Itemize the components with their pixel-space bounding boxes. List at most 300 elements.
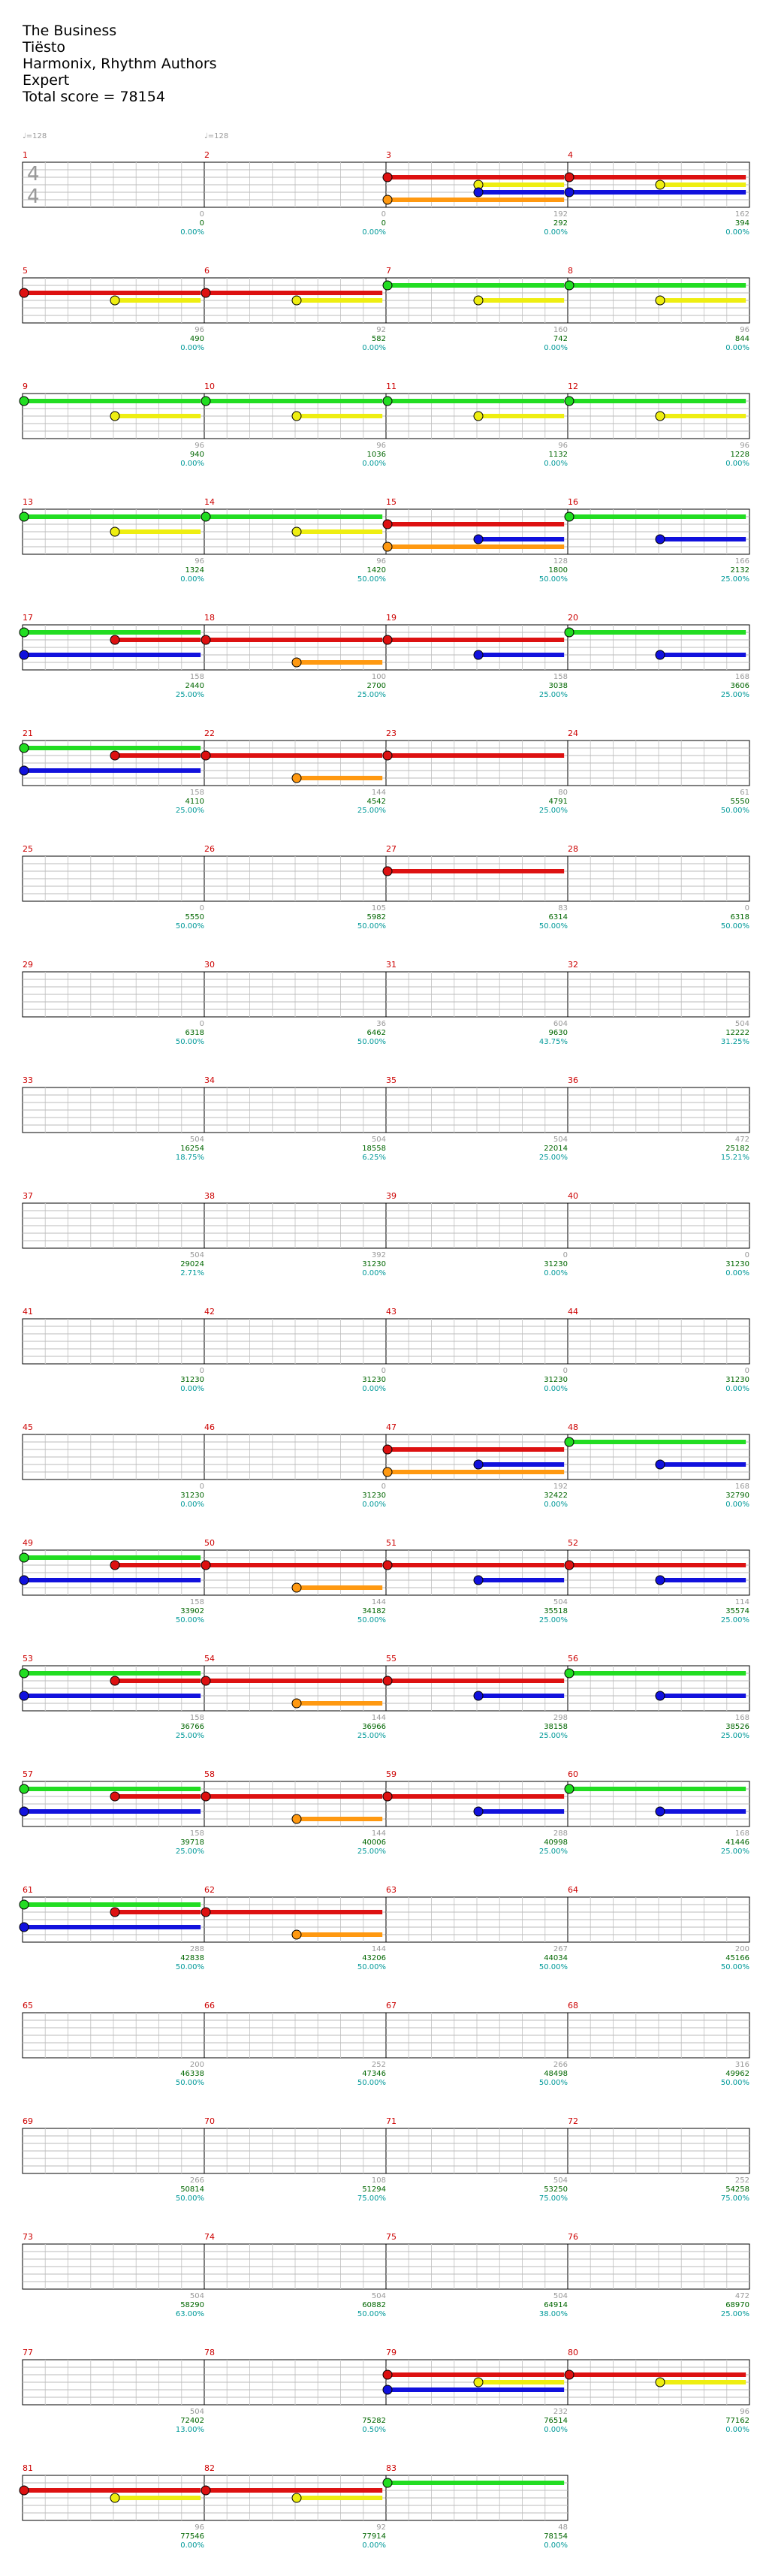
measure-points: 298 [553, 1714, 568, 1722]
measure-percent: 31.25% [720, 1038, 749, 1046]
note-head [565, 397, 574, 406]
measure [23, 2116, 204, 2203]
note-head [20, 1691, 29, 1700]
measure [20, 1769, 204, 1856]
measure [565, 382, 749, 468]
note-head [565, 1561, 574, 1570]
measure-points: 92 [376, 2523, 386, 2532]
measure [383, 728, 568, 815]
measure-number: 24 [568, 728, 578, 738]
note-head [201, 635, 210, 644]
note-head [20, 766, 29, 775]
total-score: Total score = 78154 [23, 89, 165, 105]
measure-points: 96 [740, 2408, 749, 2416]
measure-number: 39 [386, 1191, 397, 1201]
measure-score: 3606 [730, 682, 749, 690]
measure-percent: 0.00% [725, 460, 749, 468]
measure-points: 0 [744, 1251, 749, 1259]
measure-score: 53250 [544, 2185, 568, 2194]
measure-score: 3038 [548, 682, 568, 690]
measure-percent: 0.00% [725, 1385, 749, 1393]
measure-points: 0 [199, 1020, 204, 1028]
measure-percent: 50.00% [175, 922, 204, 931]
note-head [383, 2478, 392, 2487]
measure-number: 41 [23, 1307, 33, 1317]
measure-number: 42 [204, 1307, 215, 1317]
measure-percent: 0.00% [544, 1385, 568, 1393]
measure-score: 34182 [362, 1607, 386, 1615]
measure-score: 5550 [185, 913, 204, 922]
measure [386, 1307, 568, 1393]
measure-score: 47346 [362, 2070, 386, 2078]
note-head [201, 288, 210, 297]
measure-points: 100 [371, 673, 386, 681]
measure-number: 33 [23, 1075, 33, 1085]
measure [383, 382, 568, 468]
note-head [292, 658, 301, 667]
measure [383, 1538, 568, 1624]
measure-points: 144 [371, 1829, 386, 1838]
measure-score: 31230 [725, 1376, 749, 1384]
measure-number: 60 [568, 1769, 578, 1779]
measure [23, 2232, 204, 2318]
measure [565, 150, 749, 237]
measure-percent: 2.71% [180, 1269, 204, 1277]
note-head [201, 1676, 210, 1685]
measure [568, 2232, 749, 2318]
measure-number: 26 [204, 844, 215, 854]
measure-score: 18558 [362, 1145, 386, 1153]
measure-score: 742 [553, 335, 568, 343]
measure-points: 162 [734, 210, 749, 219]
measure [568, 960, 749, 1046]
measure-number: 77 [23, 2348, 33, 2357]
measure-percent: 38.00% [538, 2310, 568, 2318]
measure-number: 68 [568, 2001, 578, 2010]
measure-number: 78 [204, 2348, 215, 2357]
measure-percent: 50.00% [720, 922, 749, 931]
note-head [565, 1784, 574, 1793]
measure-number: 54 [204, 1654, 215, 1664]
measure-percent: 25.00% [538, 691, 568, 699]
measure-points: 168 [734, 673, 749, 681]
measure [383, 1422, 568, 1509]
measure-number: 12 [568, 382, 578, 391]
measure-points: 36 [376, 1020, 386, 1028]
measure-number: 3 [386, 150, 391, 160]
measure-number: 52 [568, 1538, 578, 1548]
measure-points: 316 [734, 2061, 749, 2069]
measure [565, 1654, 749, 1740]
measure-percent: 0.00% [180, 1501, 204, 1509]
measure-score: 33902 [180, 1607, 204, 1615]
measure [386, 1885, 568, 1971]
measure-percent: 50.00% [357, 2310, 386, 2318]
measure-score: 2440 [185, 682, 204, 690]
measure-percent: 63.00% [175, 2310, 204, 2318]
note-head [110, 412, 119, 421]
time-signature-numerator: 4 [27, 163, 40, 186]
measure-points: 472 [734, 1136, 749, 1144]
measure [201, 2463, 386, 2550]
measure-score: 582 [371, 335, 386, 343]
measure-score: 36966 [362, 1723, 386, 1731]
measure-number: 32 [568, 960, 578, 970]
measure-percent: 25.00% [720, 1848, 749, 1856]
measure-points: 0 [744, 1367, 749, 1375]
measure-percent: 0.00% [544, 1501, 568, 1509]
note-head [565, 512, 574, 521]
measure-percent: 13.00% [175, 2426, 204, 2434]
measure-percent: 0.00% [544, 228, 568, 237]
measure-percent: 50.00% [357, 2079, 386, 2087]
measure [201, 1769, 386, 1856]
measure-score: 6318 [730, 913, 749, 922]
measure [568, 1075, 749, 1162]
note-head [474, 412, 483, 421]
note-head [383, 173, 392, 182]
measure-percent: 50.00% [357, 1963, 386, 1971]
note-head [383, 1676, 392, 1685]
measure-points: 267 [553, 1945, 568, 1953]
measure-number: 19 [386, 613, 397, 623]
note-head [383, 542, 392, 551]
measure-points: 168 [734, 1483, 749, 1491]
measure-score: 35518 [544, 1607, 568, 1615]
measure-percent: 0.00% [362, 344, 386, 352]
measure-points: 192 [553, 1483, 568, 1491]
note-head [383, 281, 392, 290]
measure-score: 1324 [185, 566, 204, 575]
measure-points: 80 [558, 789, 568, 797]
measure-score: 39718 [180, 1838, 204, 1847]
measure-percent: 0.50% [362, 2426, 386, 2434]
measure-percent: 50.00% [720, 1963, 749, 1971]
measure-number: 14 [204, 497, 215, 507]
measure-number: 34 [204, 1075, 215, 1085]
measure-percent: 25.00% [357, 1732, 386, 1740]
note-head [292, 2493, 301, 2502]
measure-percent: 25.00% [538, 1732, 568, 1740]
measure-percent: 75.00% [357, 2194, 386, 2203]
measure-number: 53 [23, 1654, 33, 1664]
measure-points: 158 [189, 1598, 204, 1606]
note-head [201, 751, 210, 760]
note-head [20, 2486, 29, 2495]
note-head [383, 520, 392, 529]
measure-score: 68970 [725, 2301, 749, 2309]
measure-points: 504 [371, 1136, 386, 1144]
note-head [474, 1460, 483, 1469]
measure-score: 31230 [544, 1376, 568, 1384]
measure-number: 20 [568, 613, 578, 623]
measure-points: 288 [553, 1829, 568, 1838]
measure [204, 2116, 386, 2203]
measure [383, 2348, 568, 2434]
measure-number: 17 [23, 613, 33, 623]
measure-points: 0 [199, 904, 204, 912]
measure [386, 1075, 568, 1162]
measure-number: 80 [568, 2348, 578, 2357]
note-head [656, 650, 665, 659]
measure-score: 394 [734, 219, 749, 228]
note-head [110, 1908, 119, 1917]
measure-score: 31230 [362, 1492, 386, 1500]
note-head [292, 774, 301, 783]
measure-percent: 0.00% [362, 460, 386, 468]
measure-percent: 0.00% [725, 344, 749, 352]
measure [568, 2001, 749, 2087]
measure [20, 1538, 204, 1624]
measure [204, 1075, 386, 1162]
note-head [201, 1792, 210, 1801]
measure [565, 1769, 749, 1856]
measure-points: 504 [189, 2408, 204, 2416]
measure-number: 76 [568, 2232, 578, 2242]
measure-score: 44034 [544, 1954, 568, 1962]
measure-points: 144 [371, 1945, 386, 1953]
measure-score: 5982 [366, 913, 386, 922]
measure [383, 844, 568, 931]
song-charter: Harmonix, Rhythm Authors [23, 56, 217, 72]
measure-score: 64914 [544, 2301, 568, 2309]
measure-number: 62 [204, 1885, 215, 1895]
measure-points: 0 [381, 1483, 386, 1491]
measure-score: 43206 [362, 1954, 386, 1962]
measure-number: 49 [23, 1538, 33, 1548]
note-head [383, 751, 392, 760]
measure [201, 1654, 386, 1740]
measure-percent: 50.00% [175, 2194, 204, 2203]
note-head [292, 527, 301, 536]
measure-score: 58290 [180, 2301, 204, 2309]
measure-percent: 50.00% [357, 1616, 386, 1624]
measure [568, 844, 749, 931]
note-head [292, 412, 301, 421]
note-head [565, 281, 574, 290]
measure [23, 2001, 204, 2087]
measure-points: 144 [371, 1714, 386, 1722]
measure-percent: 0.00% [362, 2541, 386, 2550]
measure-number: 1 [23, 150, 28, 160]
measure-number: 10 [204, 382, 215, 391]
measure-score: 77914 [362, 2532, 386, 2541]
measure-score: 9630 [548, 1029, 568, 1037]
measure-percent: 0.00% [180, 2541, 204, 2550]
note-head [565, 188, 574, 197]
measure-number: 47 [386, 1422, 397, 1432]
measure-score: 5550 [730, 798, 749, 806]
note-head [383, 2385, 392, 2394]
measure [23, 960, 204, 1046]
measure-percent: 0.00% [362, 1501, 386, 1509]
measure-points: 0 [744, 904, 749, 912]
measure-percent: 25.00% [538, 807, 568, 815]
measure [565, 497, 749, 584]
measure-points: 96 [195, 2523, 204, 2532]
measure-percent: 0.00% [544, 1269, 568, 1277]
measure [568, 1307, 749, 1393]
measure-score: 490 [189, 335, 204, 343]
measure-percent: 0.00% [544, 344, 568, 352]
measure-points: 168 [734, 1829, 749, 1838]
measure-score: 4542 [366, 798, 386, 806]
measure-points: 0 [562, 1251, 568, 1259]
note-head [201, 397, 210, 406]
measure [201, 728, 386, 815]
measure-percent: 0.00% [725, 1269, 749, 1277]
measure-number: 16 [568, 497, 578, 507]
measure-score: 6314 [548, 913, 568, 922]
measure-number: 81 [23, 2463, 33, 2473]
measure-points: 96 [740, 442, 749, 450]
measure-number: 65 [23, 2001, 33, 2010]
measure-points: 604 [553, 1020, 568, 1028]
measure-points: 192 [553, 210, 568, 219]
measure [204, 1191, 386, 1277]
note-head [292, 1814, 301, 1823]
measure-points: 96 [558, 442, 568, 450]
measure-points: 504 [734, 1020, 749, 1028]
measure-points: 168 [734, 1714, 749, 1722]
measure [23, 1307, 204, 1393]
measure-points: 0 [381, 1367, 386, 1375]
measure [23, 1422, 204, 1509]
measure-number: 83 [386, 2463, 397, 2473]
measure-score: 1800 [548, 566, 568, 575]
measure [201, 382, 386, 468]
note-head [656, 1807, 665, 1816]
measure [386, 960, 568, 1046]
note-head [292, 1930, 301, 1939]
measure [383, 1654, 568, 1740]
note-head [474, 650, 483, 659]
note-head [201, 2486, 210, 2495]
measure-score: 72402 [180, 2417, 204, 2425]
measure-percent: 25.00% [357, 807, 386, 815]
measure-percent: 25.00% [720, 575, 749, 584]
tempo-marker: ♩=128 [204, 132, 229, 140]
measure-points: 92 [376, 326, 386, 334]
measure [568, 728, 749, 815]
measure-percent: 25.00% [720, 691, 749, 699]
measure-percent: 0.00% [362, 1269, 386, 1277]
measure [23, 1075, 204, 1162]
note-head [20, 288, 29, 297]
measure [565, 1538, 749, 1624]
measure-points: 0 [381, 210, 386, 219]
measure-points: 0 [199, 1367, 204, 1375]
measure-score: 40006 [362, 1838, 386, 1847]
measure-points: 128 [553, 557, 568, 566]
measure-number: 79 [386, 2348, 397, 2357]
measure-score: 31230 [725, 1260, 749, 1268]
measure-percent: 25.00% [357, 1848, 386, 1856]
note-head [383, 1445, 392, 1454]
measure-number: 30 [204, 960, 215, 970]
note-head [201, 1561, 210, 1570]
note-head [201, 512, 210, 521]
measure [20, 613, 204, 699]
note-head [110, 2493, 119, 2502]
note-head [474, 2378, 483, 2387]
note-head [474, 296, 483, 305]
measure [23, 150, 204, 237]
measure-percent: 0.00% [362, 228, 386, 237]
measure-score: 46338 [180, 2070, 204, 2078]
note-head [565, 173, 574, 182]
measure-percent: 0.00% [362, 1385, 386, 1393]
measure-points: 392 [371, 1251, 386, 1259]
measure-score: 0 [381, 219, 386, 228]
note-head [292, 296, 301, 305]
measure-percent: 0.00% [180, 228, 204, 237]
measure-score: 32422 [544, 1492, 568, 1500]
note-head [20, 650, 29, 659]
note-head [383, 397, 392, 406]
measure-percent: 50.00% [538, 922, 568, 931]
note-head [656, 1576, 665, 1585]
measure-number: 50 [204, 1538, 215, 1548]
measure [568, 1885, 749, 1971]
measure-score: 42838 [180, 1954, 204, 1962]
measure-number: 5 [23, 266, 28, 276]
measure-points: 158 [189, 673, 204, 681]
measure-percent: 50.00% [720, 807, 749, 815]
measure-percent: 0.00% [544, 2426, 568, 2434]
note-head [110, 1676, 119, 1685]
measure-score: 41446 [725, 1838, 749, 1847]
measure [565, 1422, 749, 1509]
note-head [656, 412, 665, 421]
measure-score: 51294 [362, 2185, 386, 2194]
song-artist: Tiësto [23, 39, 65, 56]
note-head [383, 2370, 392, 2379]
measure-score: 1036 [366, 451, 386, 459]
note-head [383, 1792, 392, 1801]
measure-number: 63 [386, 1885, 397, 1895]
measure-score: 31230 [362, 1260, 386, 1268]
note-head [474, 1691, 483, 1700]
measure-score: 54258 [725, 2185, 749, 2194]
measure-number: 31 [386, 960, 397, 970]
measure [386, 1191, 568, 1277]
measure-percent: 0.00% [180, 575, 204, 584]
measure-number: 64 [568, 1885, 578, 1895]
measure-score: 75282 [362, 2417, 386, 2425]
measure-score: 38158 [544, 1723, 568, 1731]
measure-percent: 50.00% [175, 1616, 204, 1624]
measure-number: 13 [23, 497, 33, 507]
measure-points: 266 [553, 2061, 568, 2069]
measure-number: 22 [204, 728, 215, 738]
measure-number: 28 [568, 844, 578, 854]
measure-points: 472 [734, 2292, 749, 2300]
measure-score: 32790 [725, 1492, 749, 1500]
note-head [20, 1784, 29, 1793]
measure-number: 4 [568, 150, 573, 160]
measure [201, 497, 386, 584]
measure-points: 200 [189, 2061, 204, 2069]
measure-score: 77162 [725, 2417, 749, 2425]
measure-number: 45 [23, 1422, 33, 1432]
measure-number: 23 [386, 728, 397, 738]
measure-percent: 25.00% [175, 1848, 204, 1856]
note-head [656, 296, 665, 305]
note-head [565, 1437, 574, 1446]
measure [383, 266, 568, 352]
measure-number: 37 [23, 1191, 33, 1201]
